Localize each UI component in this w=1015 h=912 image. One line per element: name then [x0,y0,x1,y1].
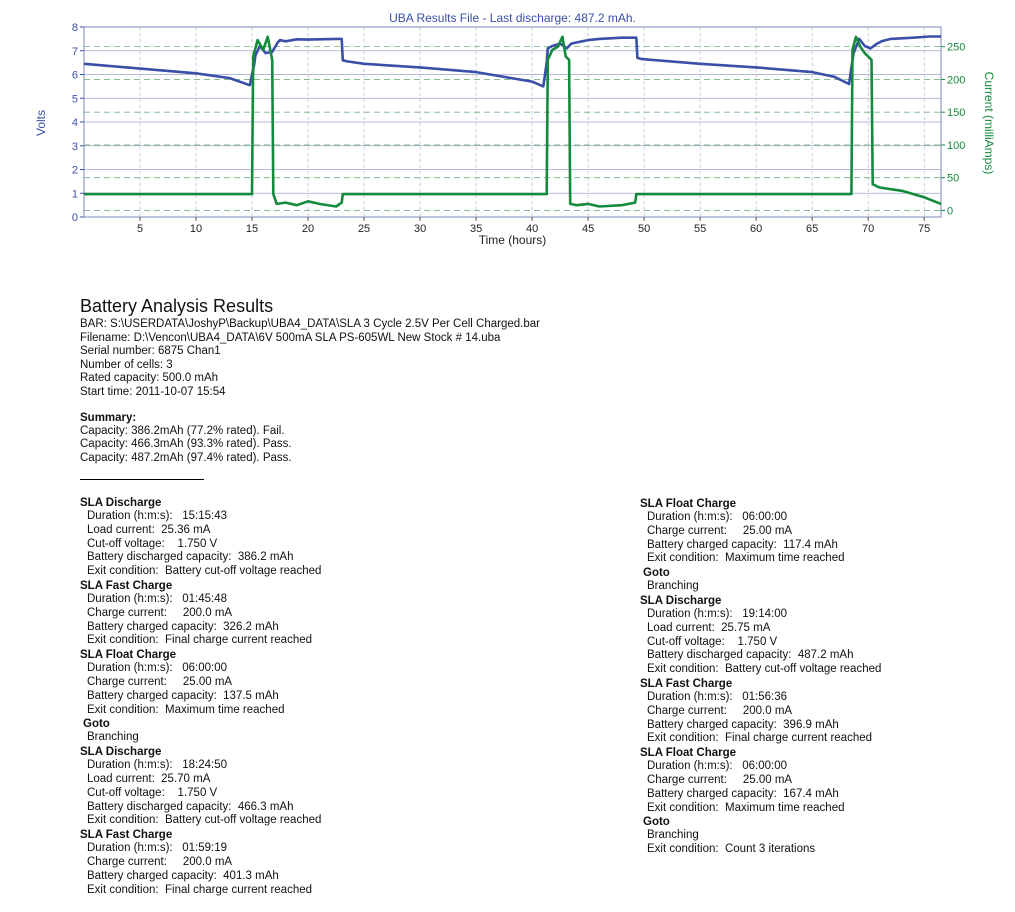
step-block [80,745,321,828]
step-title: Goto [643,567,670,580]
step-block [80,648,321,717]
step-block [80,828,321,897]
steps-column-left [80,496,321,897]
step-title: SLA Float Charge [640,498,737,510]
step-detail: Duration (h:m:s): 18:24:50 [87,759,227,772]
step-detail: Duration (h:m:s): 01:59:19 [87,842,227,855]
report-info [80,318,540,400]
step-detail: Cut-off voltage: 1.750 V [87,786,218,799]
x-tick-label: 5 [136,223,144,235]
step-detail: Exit condition: Battery cut-off voltage reached [647,663,882,676]
y-left-tick-label: 7 [71,45,78,58]
step-detail: Exit condition: Battery cut-off voltage reached [87,565,322,578]
step-detail: Charge current: 200.0 mA [647,704,793,717]
uba-results-chart [0,0,1015,260]
y-left-tick-label: 1 [71,188,78,201]
y-right-tick-label: 200 [947,74,966,87]
info-bar-file: BAR: S:\USERDATA\JoshyP\Backup\UBA4_DATA\SLA 3 Cycle 2.5V Per Cell Charged.bar [80,318,540,330]
step-detail: Duration (h:m:s): 01:56:36 [647,690,787,703]
step-detail: Branching [647,829,699,842]
step-detail: Load current: 25.70 mA [87,772,211,785]
info-number-of-cells: Number of cells: 3 [80,358,173,371]
step-detail: Battery charged capacity: 167.4 mAh [647,787,839,800]
y-left-tick-label: 0 [71,212,78,224]
y-right-tick-label: 0 [947,205,954,218]
y-left-tick-label: 6 [71,69,78,82]
step-title: SLA Float Charge [80,649,177,662]
step-detail: Exit condition: Count 3 iterations [647,843,816,856]
step-title: SLA Fast Charge [640,677,733,690]
step-title: SLA Fast Charge [80,829,173,842]
steps-column-right [640,497,881,857]
x-tick-label: 10 [189,223,203,235]
step-title: SLA Float Charge [640,747,737,760]
step-detail: Exit condition: Maximum time reached [647,801,845,814]
step-block [80,717,321,745]
step-detail: Exit condition: Maximum time reached [87,703,285,716]
y-right-tick-label: 100 [947,139,966,152]
step-detail: Duration (h:m:s): 06:00:00 [87,662,227,675]
step-detail: Charge current: 25.00 mA [647,524,793,537]
report-title: Battery Analysis Results [80,296,274,316]
x-tick-label: 25 [357,223,371,235]
x-tick-label: 20 [301,223,315,235]
step-detail: Duration (h:m:s): 06:00:00 [647,760,787,773]
summary-heading: Summary: [80,411,137,424]
section-divider [80,479,204,480]
y-left-tick-label: 8 [71,22,78,34]
y-left-tick-label: 4 [71,117,78,129]
step-detail: Load current: 25.36 mA [87,523,211,536]
y-left-tick-label: 2 [71,164,78,177]
x-tick-label: 75 [918,223,931,235]
y-left-axis-label: Volts [34,109,48,137]
x-tick-label: 45 [581,223,595,235]
info-rated-capacity: Rated capacity: 500.0 mAh [80,372,219,385]
x-axis-label: Time (hours) [478,233,547,247]
y-left-tick-label: 5 [71,93,78,106]
step-title: SLA Discharge [80,746,162,759]
step-detail: Duration (h:m:s): 06:00:00 [647,511,787,523]
step-detail: Exit condition: Maximum time reached [647,552,845,565]
step-title: SLA Fast Charge [80,579,173,592]
step-detail: Exit condition: Final charge current reached [87,883,313,896]
step-detail: Battery charged capacity: 137.5 mAh [87,689,279,702]
summary-capacity-2: Capacity: 466.3mAh (93.3% rated). Pass. [80,438,292,451]
step-title: SLA Discharge [80,497,162,509]
step-detail: Charge current: 200.0 mA [87,855,233,868]
step-detail: Battery charged capacity: 326.2 mAh [87,620,279,633]
step-detail: Load current: 25.75 mA [647,621,771,634]
y-right-tick-label: 50 [947,172,960,185]
step-block [640,566,881,594]
step-block [640,594,881,677]
info-start-time: Start time: 2011-10-07 15:54 [80,385,226,398]
y-left-tick-label: 3 [71,140,78,153]
x-tick-label: 70 [862,223,875,235]
y-right-tick-label: 150 [947,107,966,120]
battery-analysis-report [80,296,540,492]
step-detail: Duration (h:m:s): 01:45:48 [87,592,227,605]
y-right-axis-label: Current (milliAmps) [982,71,996,175]
y-right-tick-label: 250 [947,41,966,54]
x-tick-label: 35 [469,223,483,235]
x-tick-label: 50 [638,223,651,235]
step-block [640,497,881,566]
step-title: Goto [83,718,110,731]
step-detail: Battery charged capacity: 396.9 mAh [647,718,839,731]
step-detail: Battery discharged capacity: 487.2 mAh [647,649,854,662]
step-block [80,496,321,579]
chart-title: UBA Results File - Last discharge: 487.2 mAh. [389,11,636,25]
step-block [640,815,881,857]
step-detail: Battery charged capacity: 401.3 mAh [87,869,279,882]
step-detail: Duration (h:m:s): 19:14:00 [647,607,787,620]
summary-capacity-3: Capacity: 487.2mAh (97.4% rated). Pass. [80,451,292,464]
step-detail: Charge current: 25.00 mA [87,675,233,688]
step-detail: Charge current: 25.00 mA [647,773,793,786]
summary-capacity-1: Capacity: 386.2mAh (77.2% rated). Fail. [80,424,285,437]
step-block [80,579,321,648]
step-title: Goto [643,816,670,829]
info-serial-number: Serial number: 6875 Chan1 [80,345,221,358]
step-block [640,746,881,815]
step-detail: Exit condition: Final charge current reached [647,732,873,745]
x-tick-label: 40 [525,223,539,235]
step-title: SLA Discharge [640,594,722,607]
step-detail: Battery charged capacity: 117.4 mAh [647,538,838,551]
x-tick-label: 65 [806,223,819,235]
step-detail: Cut-off voltage: 1.750 V [647,635,778,648]
step-detail: Battery discharged capacity: 386.2 mAh [87,551,294,564]
step-detail: Duration (h:m:s): 15:15:43 [87,510,227,522]
x-tick-label: 55 [694,223,707,235]
step-detail: Branching [87,731,139,744]
step-detail: Exit condition: Final charge current reached [87,634,313,647]
x-tick-label: 60 [750,223,763,235]
step-detail: Branching [647,580,699,593]
step-block [640,677,881,746]
step-detail: Charge current: 200.0 mA [87,606,233,619]
step-detail: Battery discharged capacity: 466.3 mAh [87,800,294,813]
info-filename: Filename: D:\Vencon\UBA4_DATA\6V 500mA SLA PS-605WL New Stock # 14.uba [80,331,501,344]
step-detail: Cut-off voltage: 1.750 V [87,537,218,550]
step-detail: Exit condition: Battery cut-off voltage reached [87,814,322,827]
x-tick-label: 15 [245,223,259,235]
x-tick-label: 30 [413,223,427,235]
